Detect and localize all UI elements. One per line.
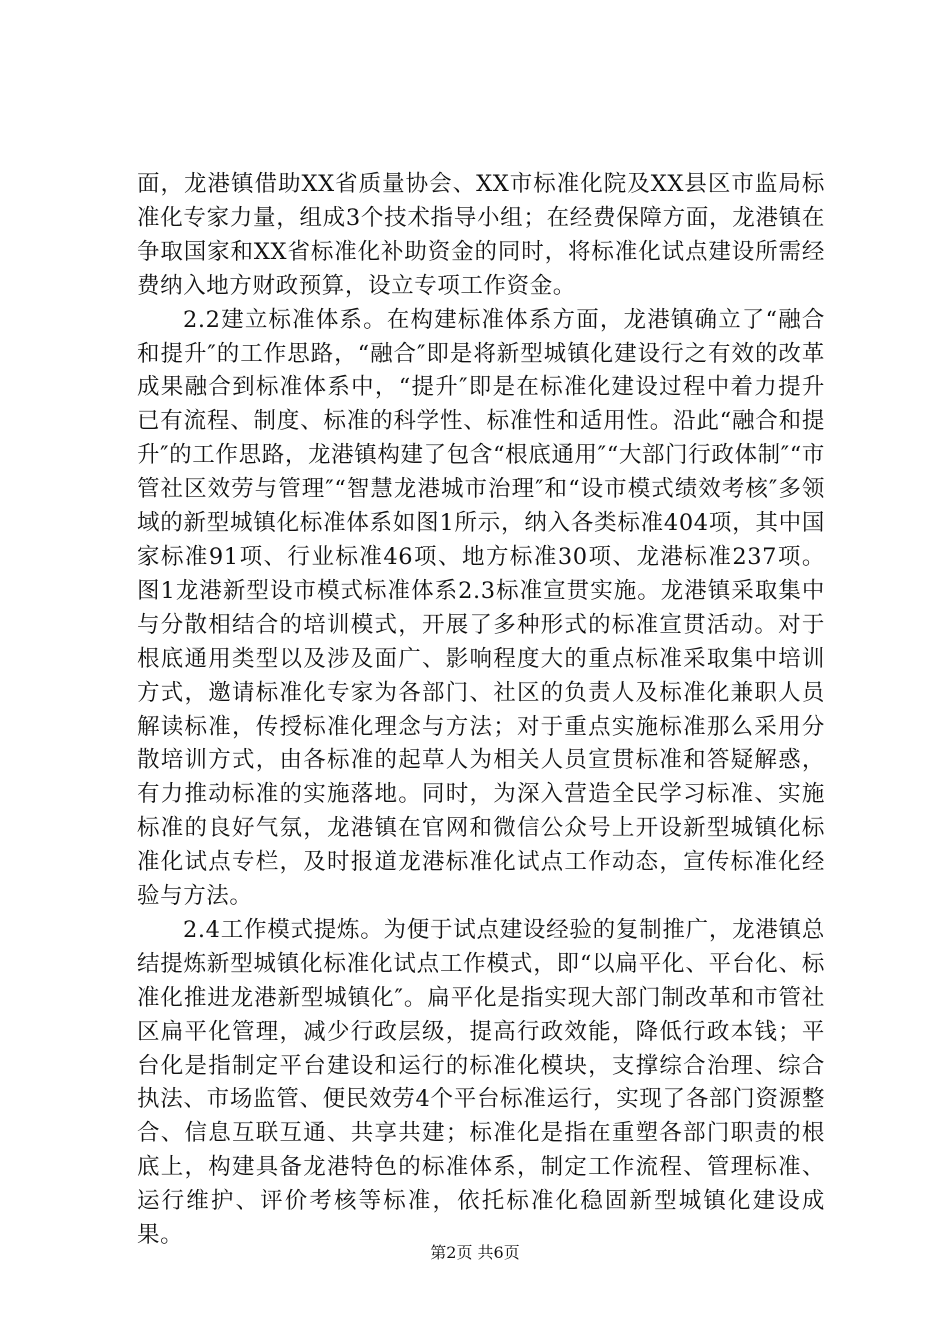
paragraph-continuation: 面，龙港镇借助XX省质量协会、XX市标准化院及XX县区市监局标准化专家力量，组成3个技术指导小组；在经费保障方面，龙港镇在争取国家和XX省标准化补助资金的同时，将标准化试点建设所需经费纳入地方财政预算，设立专项工作资金。 [137, 171, 825, 299]
paragraph-section-2-4: 2.4工作模式提炼。为便于试点建设经验的复制推广，龙港镇总结提炼新型城镇化标准化试点工作模式，即“以扁平化、平台化、标准化推进龙港新型城镇化″。扁平化是指实现大部门制改革和市管社区扁平化管理，减少行政层级，提高行政效能，降低行政本钱；平台化是指制定平台建设和运行的标准化模块，支撑综合治理、综合执法、市场监管、便民效劳4个平台标准运行，实现了各部门资源整合、信息互联互通、共享共建；标准化是指在重塑各部门职责的根底上，构建具备龙港特色的标准体系，制定工作流程、管理标准、运行维护、评价考核等标准，依托标准化稳固新型城镇化建设成果。 [137, 916, 825, 1249]
document-body [137, 168, 825, 1253]
paragraph-section-2-2: 2.2建立标准体系。在构建标准体系方面，龙港镇确立了“融合和提升″的工作思路，“融合″即是将新型城镇化建设行之有效的改革成果融合到标准体系中，“提升″即是在标准化建设过程中着力提升已有流程、制度、标准的科学性、标准性和适用性。沿此“融合和提升″的工作思路，龙港镇构建了包含“根底通用″“大部门行政体制″“市管社区效劳与管理″“智慧龙港城市治理″和“设市模式绩效考核″多领域的新型城镇化标准体系如图1所示，纳入各类标准404项，其中国家标准91项、行业标准46项、地方标准30项、龙港标准237项。图1龙港新型设市模式标准体系2.3标准宣贯实施。龙港镇采取集中与分散相结合的培训模式，开展了多种形式的标准宣贯活动。对于根底通用类型以及涉及面广、影响程度大的重点标准采取集中培训方式，邀请标准化专家为各部门、社区的负责人及标准化兼职人员解读标准，传授标准化理念与方法；对于重点实施标准那么采用分散培训方式，由各标准的起草人为相关人员宣贯标准和答疑解惑，有力推动标准的实施落地。同时，为深入营造全民学习标准、实施标准的良好气氛，龙港镇在官网和微信公众号上开设新型城镇化标准化试点专栏，及时报道龙港标准化试点工作动态，宣传标准化经验与方法。 [137, 306, 825, 910]
page-footer: 第2页 共6页 [430, 1243, 520, 1262]
